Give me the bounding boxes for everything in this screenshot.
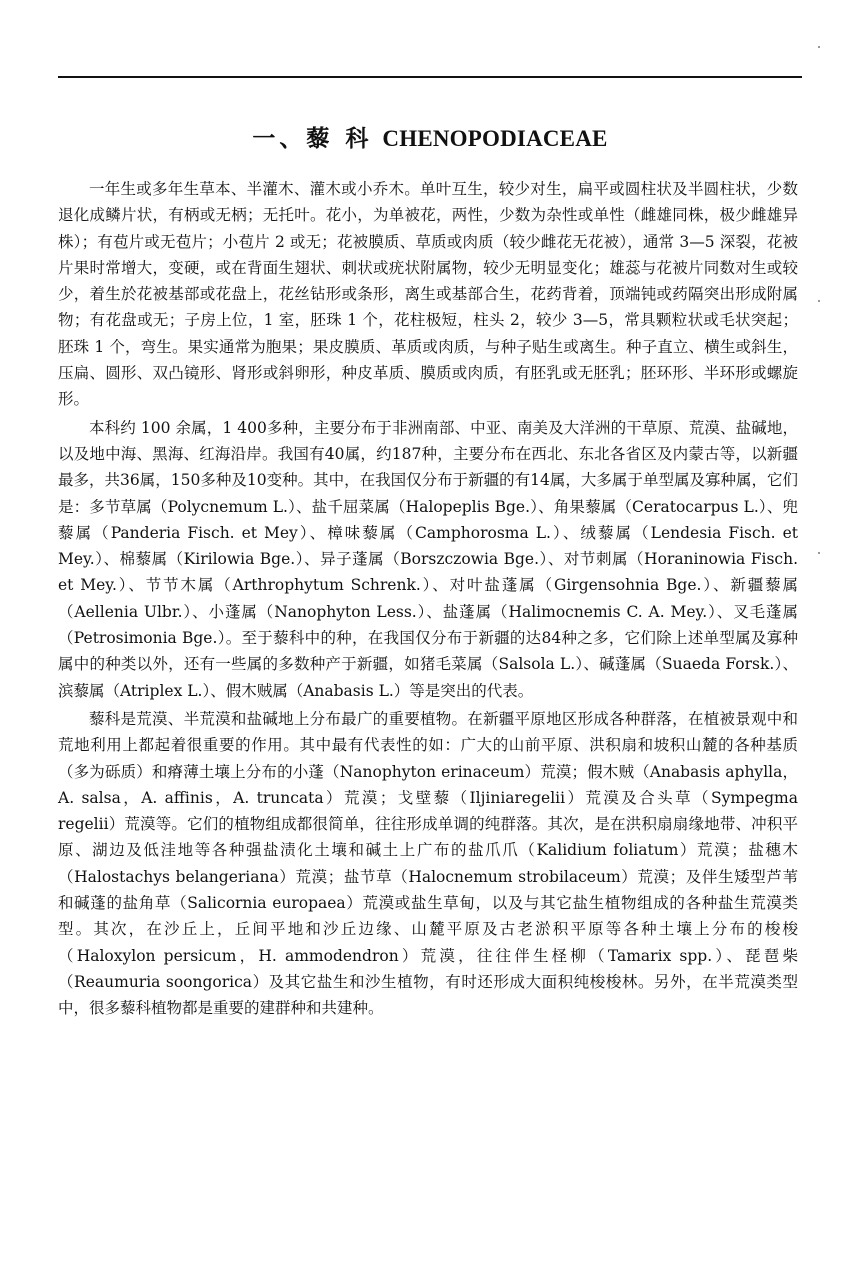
paragraph-ecology: 藜科是荒漠、半荒漠和盐碱地上分布最广的重要植物。在新疆平原地区形成各种群落，在植被景观中和荒地利用上都起着很重要的作用。其中最有代表性的如：广大的山前平原、洪积扇和坡积山麓的各种基质（多为砾质）和瘠薄土壤上分布的小蓬（Nanophyton erinaceum）荒漠；假木贼（Anabasis aphylla，A. salsa，A. affinis，A. truncata）荒漠；戈壁藜（Iljiniaregelii）荒漠及合头草（Sympegma regelii）荒漠等。它们的植物组成都很简单，往往形成单调的纯群落。其次，是在洪积扇扇缘地带、冲积平原、湖边及低洼地等各种强盐渍化土壤和碱土上广布的盐爪爪（Kalidium foliatum）荒漠；盐穗木（Halostachys belangeriana）荒漠；盐节草（Halocnemum strobilaceum）荒漠；及伴生矮型芦苇和碱蓬的盐角草（Salicornia europaea）荒漠或盐生草甸，以及与其它盐生植物组成的各种盐生荒漠类型。其次，在沙丘上，丘间平地和沙丘边缘、山麓平原及古老淤积平原等各种土壤上分布的梭梭（Haloxylon persicum，H. ammodendron）荒漠，往往伴生柽柳（Tamarix spp.）、琵琶柴（Reaumuria soongorica）及其它盐生和沙生植物，有时还形成大面积纯梭梭林。另外，在半荒漠类型中，很多藜科植物都是重要的建群种和共建种。 <box>58 709 798 1018</box>
body-text <box>58 176 798 1022</box>
header-rule <box>58 76 802 78</box>
section-title-chinese: 一、藜 科 <box>252 125 373 152</box>
scan-speck <box>818 300 820 302</box>
section-title-latin: CHENOPODIACEAE <box>382 126 608 151</box>
section-title <box>0 120 860 153</box>
paragraph-description: 一年生或多年生草本、半灌木、灌木或小乔木。单叶互生，较少对生，扁平或圆柱状及半圆柱状，少数退化成鳞片状，有柄或无柄；无托叶。花小，为单被花，两性，少数为杂性或单性（雌雄同株，极少雌雄异株）；有苞片或无苞片；小苞片 2 或无；花被膜质、草质或肉质（较少雌花无花被），通常 3—5 深裂，花被片果时常增大，变硬，或在背面生翅状、刺状或疣状附属物，较少无明显变化；雄蕊与花被片同数对生或较少，着生於花被基部或花盘上，花丝钻形或条形，离生或基部合生，花药背着，顶端钝或药隔突出形成附属物；有花盘或无；子房上位，1 室，胚珠 1 个，花柱极短，柱头 2，较少 3—5，常具颗粒状或毛状突起；胚珠 1 个，弯生。果实通常为胞果；果皮膜质、革质或肉质，与种子贴生或离生。种子直立、横生或斜生，压扁、圆形、双凸镜形、肾形或斜卵形，种皮革质、膜质或肉质，有胚乳或无胚乳；胚环形、半环形或螺旋形。 <box>58 180 798 409</box>
paragraph-distribution: 本科约 100 余属，1 400多种，主要分布于非洲南部、中亚、南美及大洋洲的干草原、荒漠、盐碱地，以及地中海、黑海、红海沿岸。我国有40属，约187种，主要分布在西北、东北各省区及内蒙古等，以新疆最多，共36属，150多种及10变种。其中，在我国仅分布于新疆的有14属，大多属于单型属及寡种属，它们是：多节草属（Polycnemum L.）、盐千屈菜属（Halopeplis Bge.）、角果藜属（Ceratocarpus L.）、兜藜属（Panderia Fisch. et Mey）、樟味藜属（Camphorosma L.）、绒藜属（Lendesia Fisch. et Mey.）、棉藜属（Kirilowia Bge.）、异子蓬属（Borszczowia Bge.）、对节刺属（Horaninowia Fisch. et Mey.）、节节木属（Arthrophytum Schrenk.）、对叶盐蓬属（Girgensohnia Bge.）、新疆藜属（Aellenia Ulbr.）、小蓬属（Nanophyton Less.）、盐蓬属（Halimocnemis C. A. Mey.）、叉毛蓬属（Petrosimonia Bge.）。至于藜科中的种，在我国仅分布于新疆的达84种之多，它们除上述单型属及寡种属中的种类以外，还有一些属的多数种产于新疆，如猪毛菜属（Salsola L.）、碱蓬属（Suaeda Forsk.）、滨藜属（Atriplex L.）、假木贼属（Anabasis L.）等是突出的代表。 <box>58 418 798 700</box>
scan-speck <box>818 46 820 48</box>
scan-speck <box>818 552 820 554</box>
